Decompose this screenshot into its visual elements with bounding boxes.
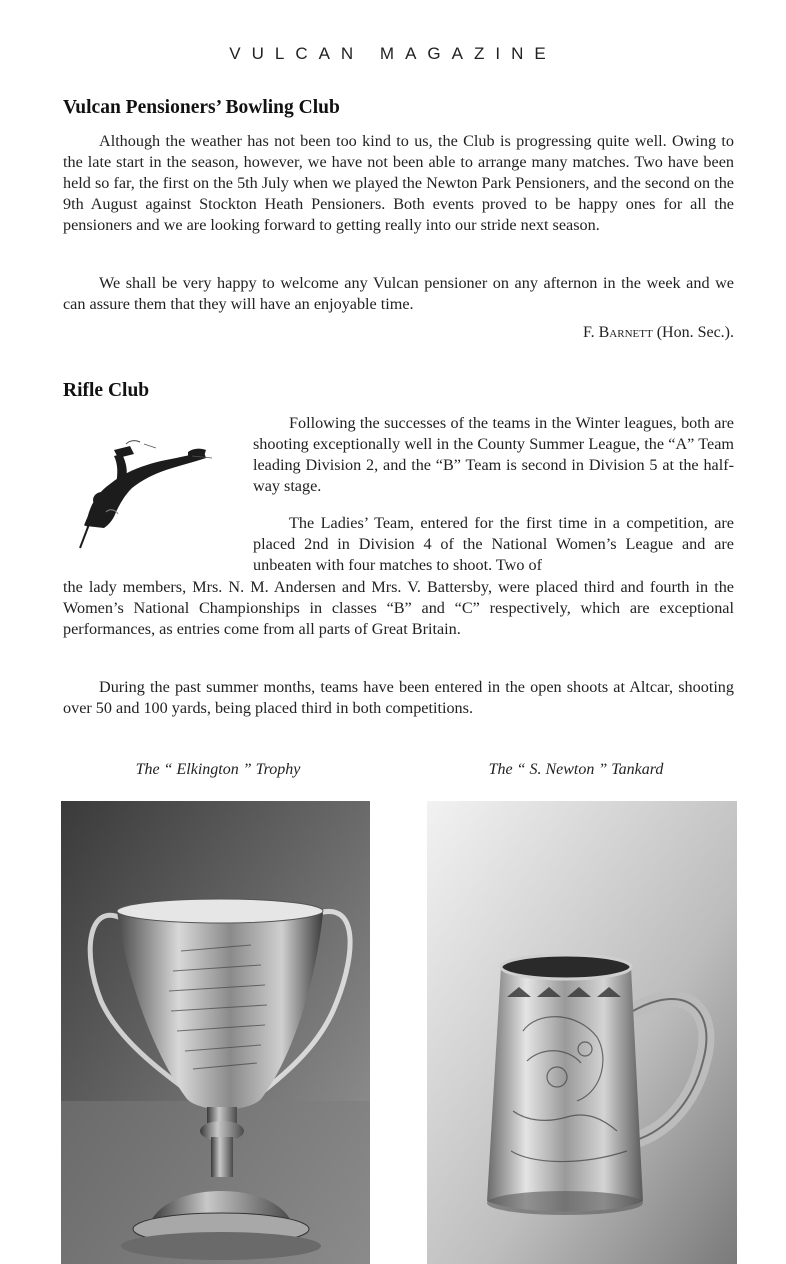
rifle-club-heading: Rifle Club	[63, 380, 150, 401]
rifle-paragraph-2-continued: the lady members, Mrs. N. M. Andersen and Mrs. V. Battersby, were placed third and fourth in the Women’s National Championships in classes “B” and “C” respectively, which are exceptional performances, as entries come from all parts of Great Britain.	[63, 578, 734, 638]
masthead: VULCAN MAGAZINE	[229, 44, 557, 63]
trophy-photo	[61, 801, 370, 1264]
signature	[583, 324, 734, 342]
tankard-photo	[427, 801, 737, 1264]
rifleman-illustration	[66, 428, 226, 556]
bowling-paragraph-1: Although the weather has not been too kind to us, the Club is progressing quite well. Owing to the late start in the season, however, we have not been able to arrange many matches. Two have been held so far, the first on the 5th July when we played the Newton Park Pensioners, and the second on the 9th August against Stockton Heath Pensioners. Both events proved to be happy ones for all the pensioners and we are looking forward to getting really into our stride next season.	[63, 132, 734, 234]
rifle-paragraph-3: During the past summer months, teams have been entered in the open shoots at Altcar, shooting over 50 and 100 yards, being placed third in both competitions.	[63, 678, 734, 717]
rifle-paragraph-1: Following the successes of the teams in the Winter leagues, both are shooting exceptionally well in the County Summer League, the “A” Team leading Division 2, and the “B” Team is second in Division 5 at the half-way stage.	[253, 414, 734, 495]
tankard-caption: The “ S. Newton ” Tankard	[488, 761, 664, 778]
signature-name: F. Barnett	[583, 324, 653, 341]
signature-role: (Hon. Sec.).	[656, 324, 734, 341]
bowling-club-heading: Vulcan Pensioners’ Bowling Club	[63, 97, 340, 118]
trophy-caption: The “ Elkington ” Trophy	[135, 761, 301, 778]
bowling-paragraph-2: We shall be very happy to welcome any Vulcan pensioner on any afternon in the week and we can assure them that they will have an enjoyable time.	[63, 274, 734, 313]
rifle-paragraph-2-wrapped: The Ladies’ Team, entered for the first time in a competition, are placed 2nd in Division 4 of the National Women’s League and are unbeaten with four matches to shoot. Two of	[253, 514, 734, 574]
